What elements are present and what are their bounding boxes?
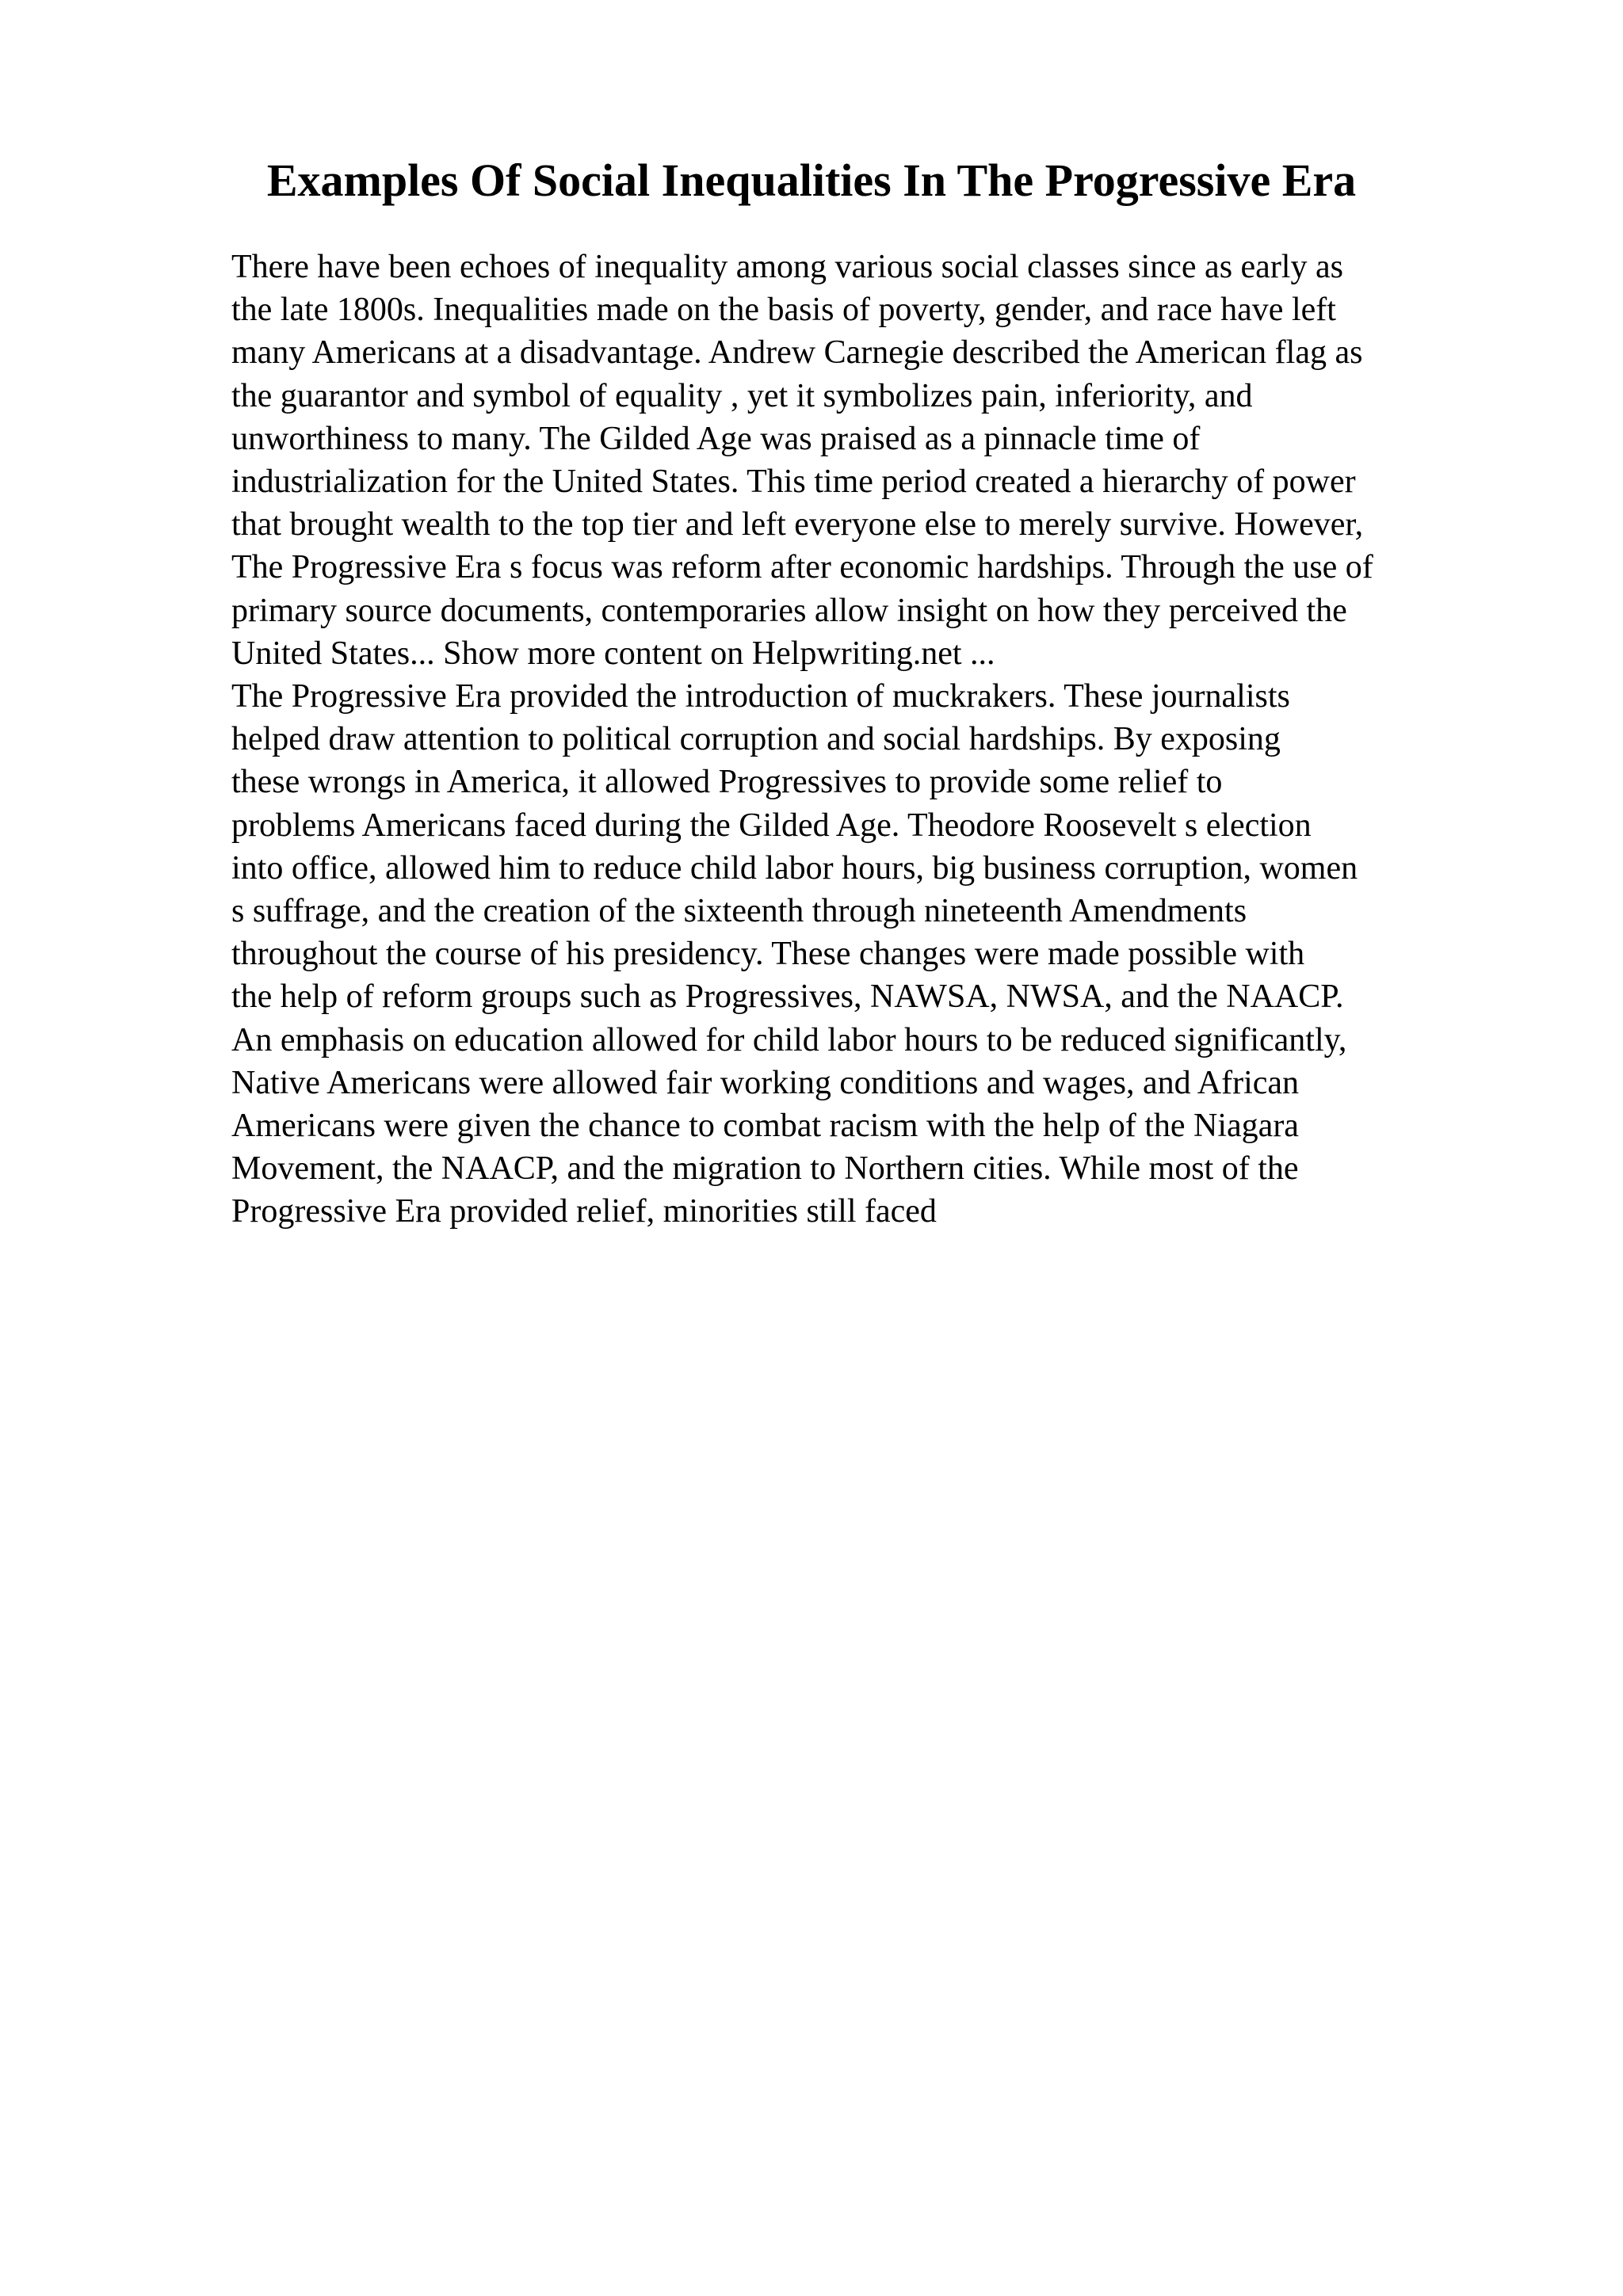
text-line: There have been echoes of inequality among various social classes since as early as: [231, 249, 1343, 285]
text-line: The Progressive Era provided the introduction of muckrakers. These journalists: [231, 678, 1290, 715]
text-line: industrialization for the United States. This time period created a hierarchy of power: [231, 463, 1356, 501]
text-line: throughout the course of his presidency. These changes were made possible with: [231, 936, 1305, 973]
text-line: helped draw attention to political corruption and social hardships. By exposing: [231, 721, 1281, 758]
text-line: unworthiness to many. The Gilded Age was praised as a pinnacle time of: [231, 420, 1201, 457]
text-line: the guarantor and symbol of equality , yet it symbolizes pain, inferiority, and: [231, 377, 1253, 414]
text-line: these wrongs in America, it allowed Progressives to provide some relief to: [231, 764, 1223, 801]
document-title: Examples Of Social Inequalities In The Progressive Era: [266, 154, 1357, 206]
text-line: primary source documents, contemporaries allow insight on how they perceived the: [231, 592, 1347, 629]
text-line: Progressive Era provided relief, minorities still faced: [231, 1193, 937, 1230]
text-line: s suffrage, and the creation of the sixteenth through nineteenth Amendments: [231, 893, 1247, 930]
text-line: An emphasis on education allowed for child labor hours to be reduced significantly,: [231, 1021, 1347, 1058]
text-line: The Progressive Era s focus was reform after economic hardships. Through the use of: [231, 549, 1373, 586]
text-line: Movement, the NAACP, and the migration to Northern cities. While most of the: [231, 1150, 1299, 1188]
text-line: many Americans at a disadvantage. Andrew Carnegie described the American flag as: [231, 334, 1363, 372]
text-line: into office, allowed him to reduce child labor hours, big business corruption, women: [231, 849, 1358, 887]
text-line: that brought wealth to the top tier and left everyone else to merely survive. However,: [231, 506, 1364, 543]
text-line: Americans were given the chance to combat racism with the help of the Niagara: [231, 1108, 1299, 1145]
text-line: the help of reform groups such as Progressives, NAWSA, NWSA, and the NAACP.: [231, 978, 1344, 1016]
text-line: problems Americans faced during the Gilded Age. Theodore Roosevelt s election: [231, 807, 1312, 844]
text-line: Native Americans were allowed fair working conditions and wages, and African: [231, 1064, 1300, 1101]
text-line: the late 1800s. Inequalities made on the basis of poverty, gender, and race have left: [231, 292, 1336, 329]
document-body: [231, 246, 1594, 1234]
text-line: United States... Show more content on Helpwriting.net ...: [231, 635, 995, 672]
